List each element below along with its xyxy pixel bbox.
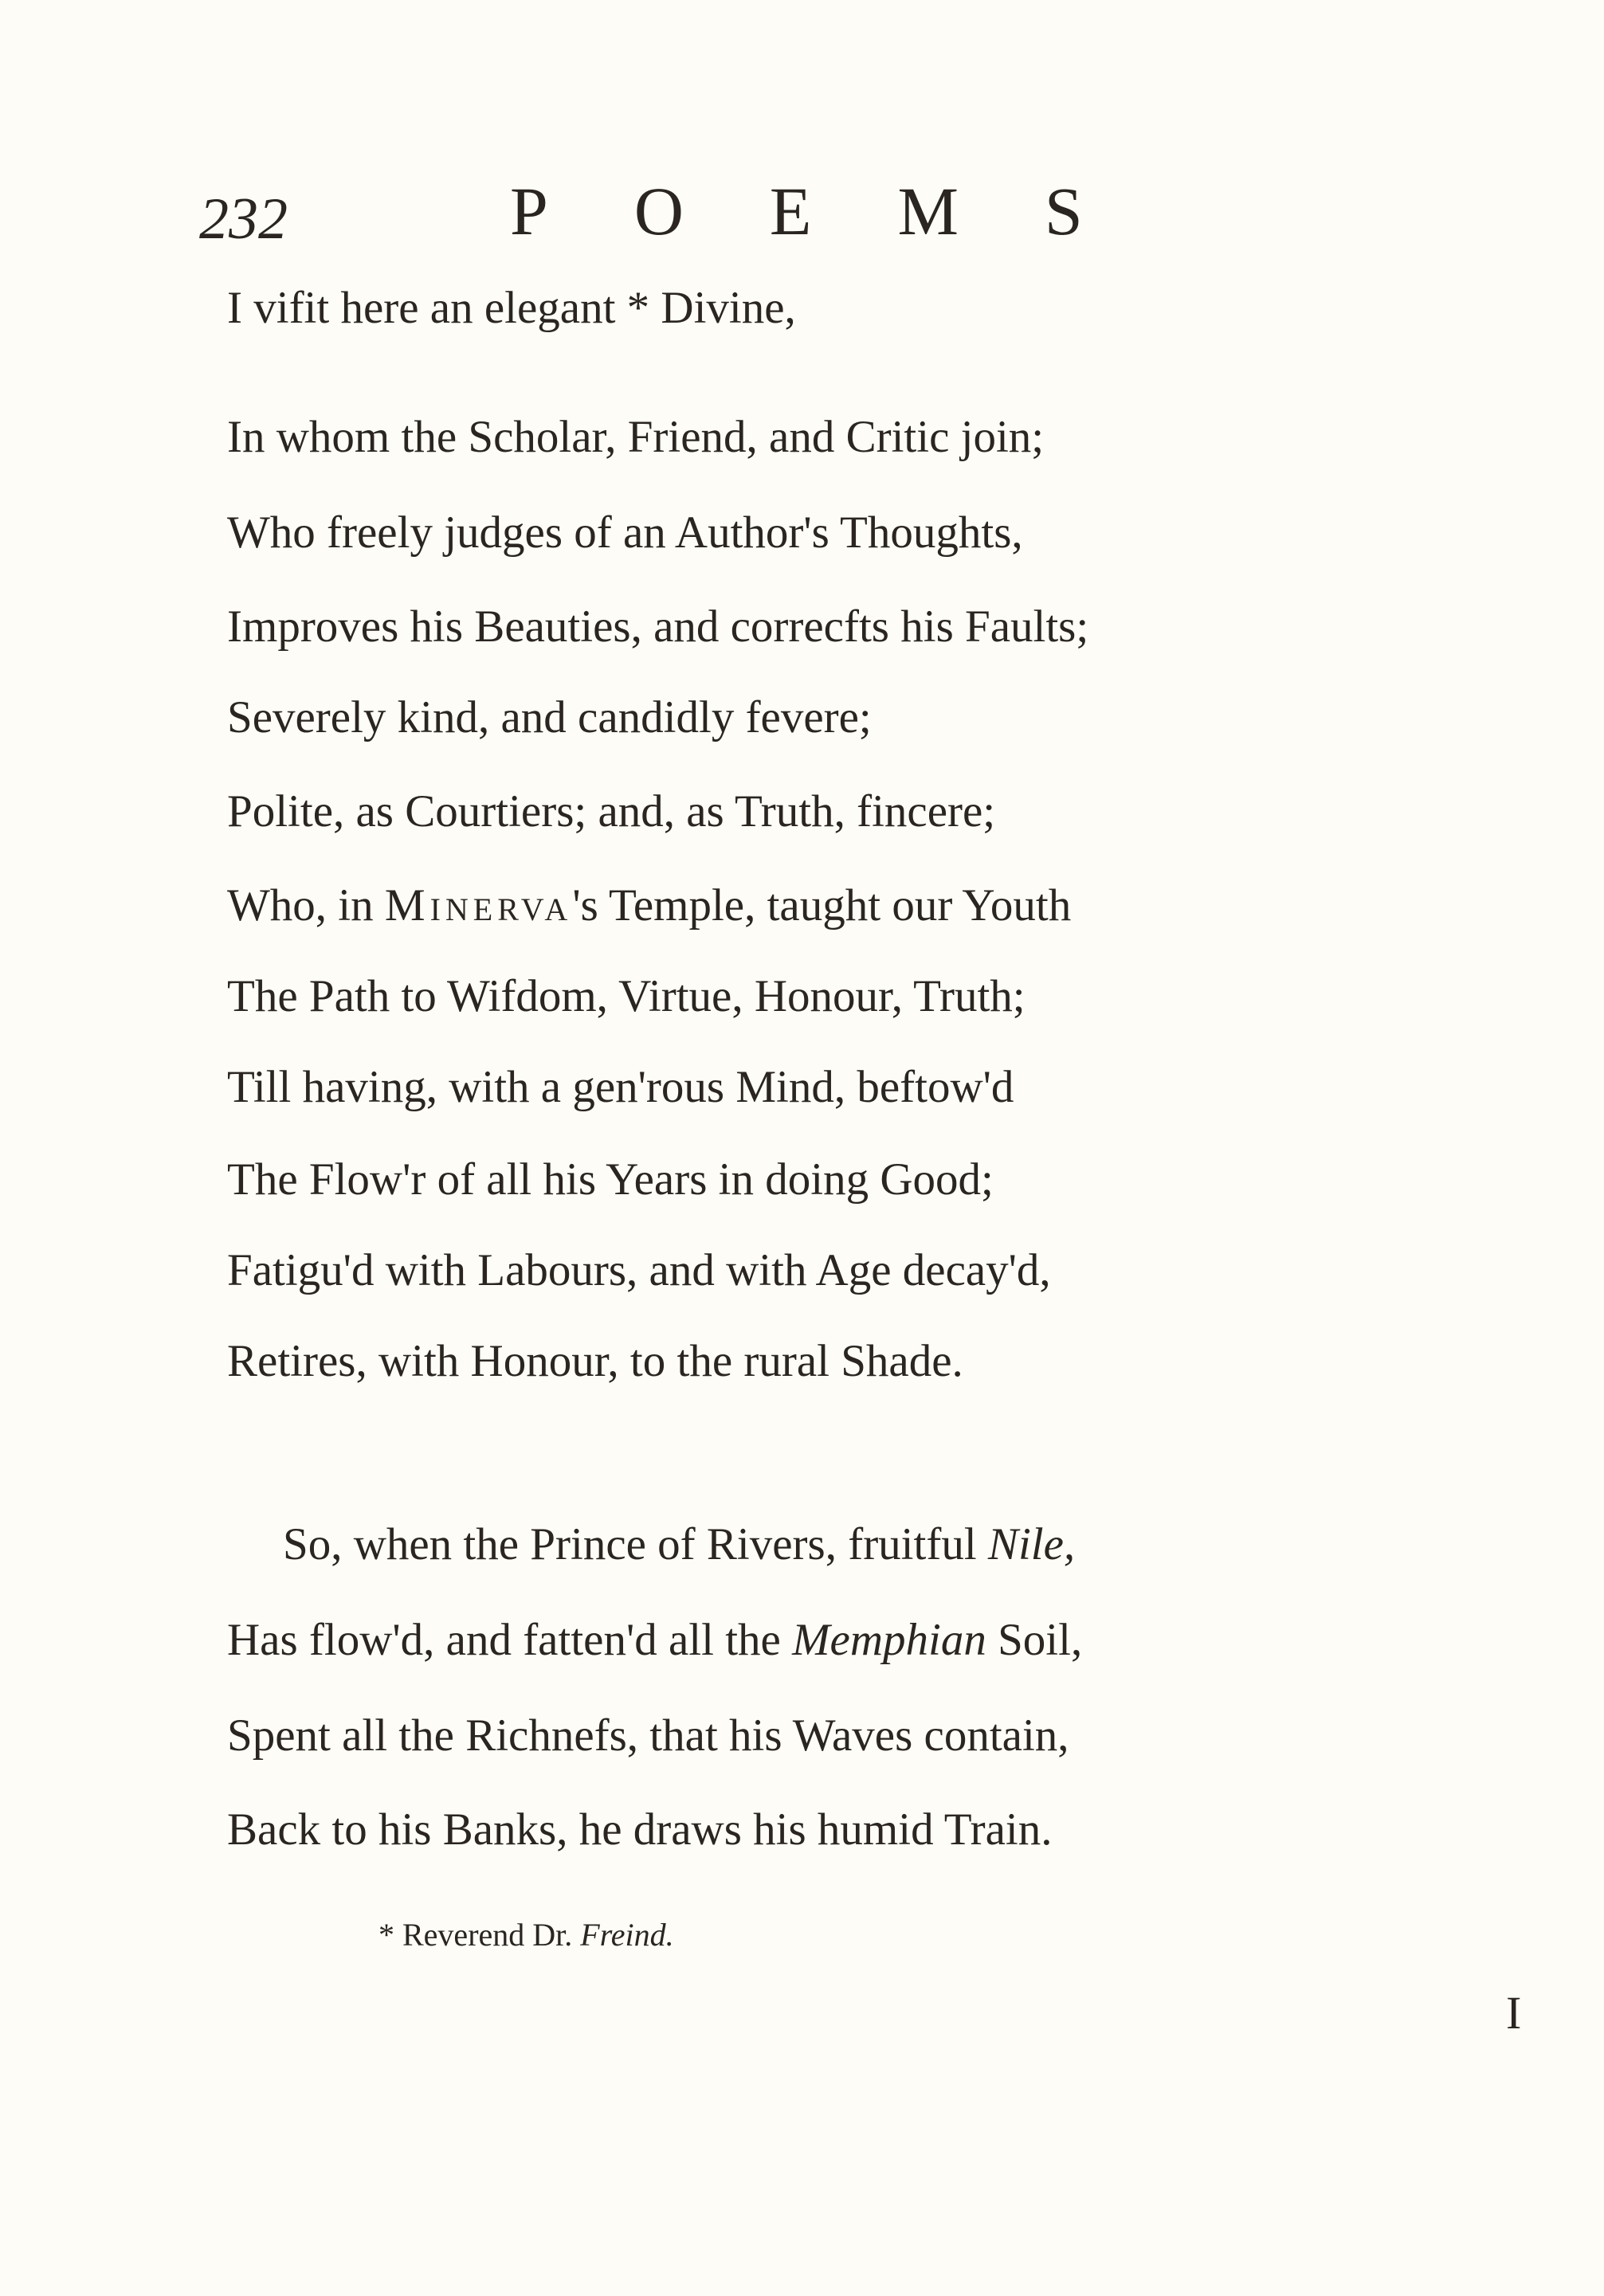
verse-text: Soil,	[986, 1615, 1083, 1665]
verse-line: Polite, as Courtiers; and, as Truth, fincere;	[227, 786, 996, 837]
verse-line: Who freely judges of an Author's Thoughts,	[227, 507, 1023, 558]
verse-line	[283, 1519, 1076, 1569]
memphian-name: Memphian	[792, 1615, 986, 1665]
verse-text: Who, in	[227, 880, 385, 931]
verse-line: Spent all the Richnefs, that his Waves contain,	[227, 1710, 1069, 1761]
verse-line: Severely kind, and candidly fevere;	[227, 692, 872, 742]
footnote-name: Freind.	[580, 1917, 674, 1953]
verse-line: Improves his Beauties, and correcfts his Faults;	[227, 601, 1089, 652]
minerva-name: Minerva	[384, 880, 573, 931]
verse-text: So, when the Prince of Rivers, fruitful	[283, 1519, 988, 1569]
verse-line	[227, 880, 1072, 931]
verse-line: In whom the Scholar, Friend, and Critic join;	[227, 412, 1045, 462]
verse-line: Fatigu'd with Labours, and with Age decay'd,	[227, 1245, 1051, 1295]
verse-line: Back to his Banks, he draws his humid Train.	[227, 1804, 1053, 1855]
page-number: 232	[199, 186, 288, 252]
running-title: POEMS	[510, 173, 1169, 249]
verse-line: I vifit here an elegant * Divine,	[227, 283, 796, 333]
nile-name: Nile,	[987, 1519, 1076, 1569]
verse-text: Has flow'd, and fatten'd all the	[227, 1615, 793, 1665]
verse-line: Retires, with Honour, to the rural Shade.	[227, 1336, 963, 1386]
catchword: I	[1506, 1987, 1522, 2039]
footnote-text: Reverend Dr.	[402, 1917, 581, 1953]
verse-line: The Flow'r of all his Years in doing Good;	[227, 1154, 994, 1205]
verse-text: 's Temple, taught our Youth	[572, 880, 1072, 931]
verse-line: The Path to Wifdom, Virtue, Honour, Truth;	[227, 971, 1026, 1021]
verse-line	[227, 1617, 1082, 1663]
footnote-marker: *	[378, 1917, 402, 1953]
verse-line: Till having, with a gen'rous Mind, beftow'd	[227, 1062, 1014, 1112]
footnote	[378, 1916, 674, 1953]
